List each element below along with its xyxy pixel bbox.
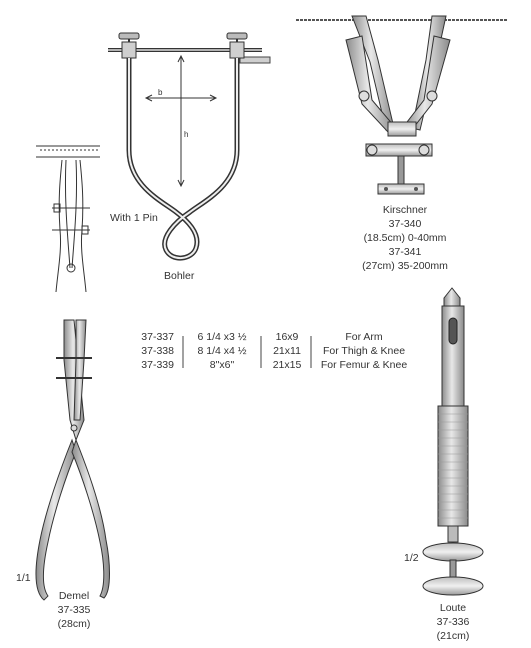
demel-size: (28cm) <box>57 618 91 630</box>
table-use: For Thigh & Knee <box>322 345 406 357</box>
table-codes <box>124 330 174 372</box>
loute-name: Loute <box>439 602 467 614</box>
table-size: 6 1/4 x3 ½ <box>197 331 247 343</box>
table-sizes <box>186 330 258 372</box>
table-size: 8 1/4 x4 ½ <box>197 345 247 357</box>
bohler-annotation: With 1 Pin <box>110 212 158 224</box>
kirschner-line-4: (27cm) 35-200mm <box>362 260 448 272</box>
table-use: For Femur & Knee <box>320 359 408 371</box>
bohler-dim-b: b <box>158 88 163 97</box>
demel-scale: 1/1 <box>16 572 31 584</box>
demel-forceps <box>36 320 110 600</box>
table-code: 37-337 <box>141 331 174 343</box>
kirschner-name: Kirschner <box>382 204 428 216</box>
demel-code: 37-335 <box>57 604 91 616</box>
table-dim: 21x11 <box>273 345 301 357</box>
kirschner-line-3: 37-341 <box>388 246 422 258</box>
loute-code: 37-336 <box>436 616 470 628</box>
table-code: 37-339 <box>141 359 174 371</box>
kirschner-line-1: 37-340 <box>388 218 422 230</box>
loute-scale: 1/2 <box>404 552 419 564</box>
table-dim: 21x15 <box>272 359 302 371</box>
kirschner-tractor <box>296 16 508 194</box>
table-uses <box>312 330 416 372</box>
loute-instrument <box>423 288 483 595</box>
demel-name: Demel <box>58 590 90 602</box>
kirschner-line-2: (18.5cm) 0-40mm <box>363 232 447 244</box>
small-traction-sketch <box>36 146 100 292</box>
table-use: For Arm <box>345 331 383 343</box>
bohler-name: Bohler <box>164 270 195 282</box>
bohler-dim-h: h <box>184 130 189 139</box>
table-dims <box>264 330 310 372</box>
table-size: 8"x6" <box>209 359 235 371</box>
table-code: 37-338 <box>141 345 174 357</box>
table-dim: 16x9 <box>275 331 299 343</box>
loute-size: (21cm) <box>436 630 470 642</box>
